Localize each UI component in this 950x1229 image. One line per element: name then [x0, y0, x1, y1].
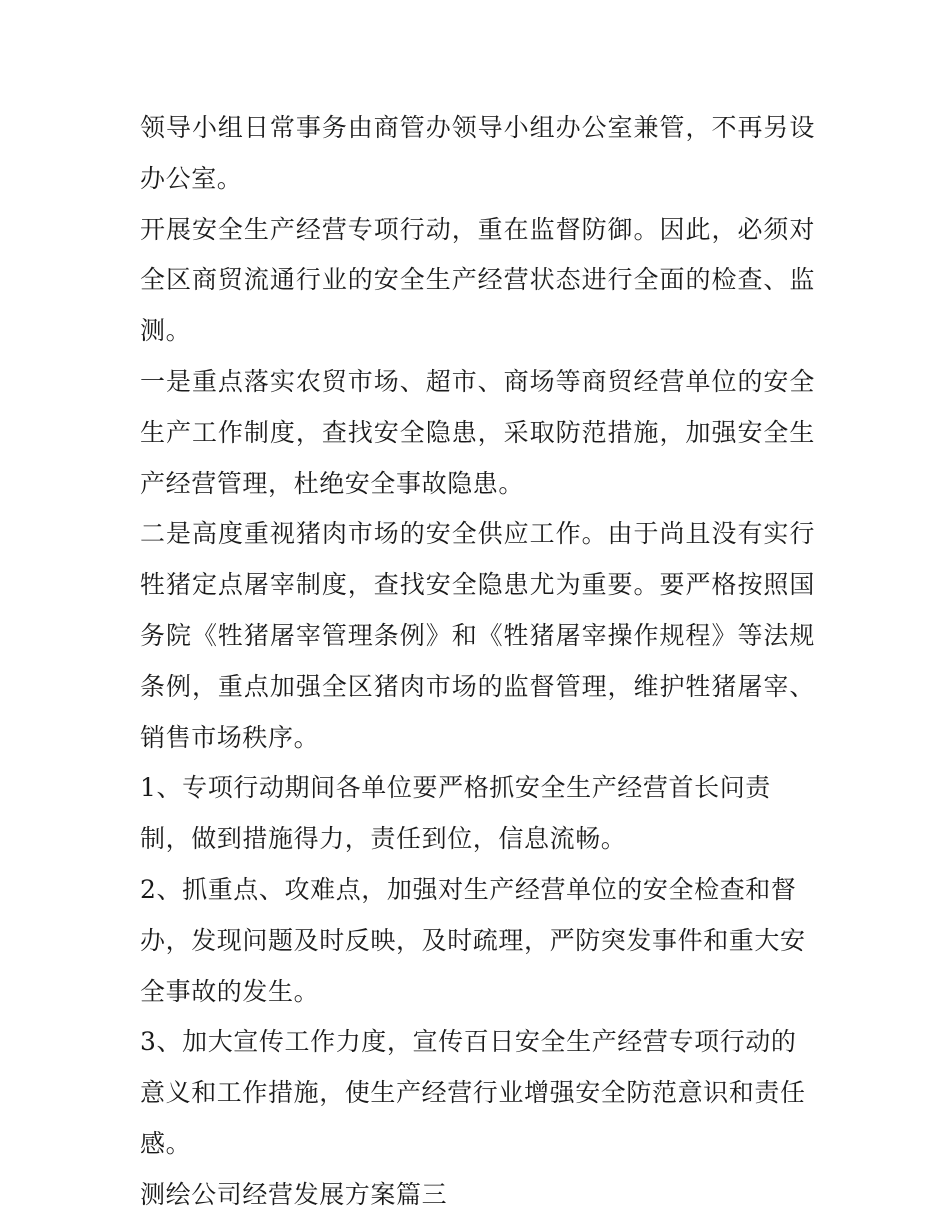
paragraph-office-management: 领导小组日常事务由商管办领导小组办公室兼管，不再另设办公室。	[140, 113, 815, 193]
paragraph-item-1: 1、专项行动期间各单位要严格抓安全生产经营首长问责制，做到措施得力，责任到位，信息流畅。	[140, 773, 771, 854]
paragraph-point-two: 二是高度重视猪肉市场的安全供应工作。由于尚且没有实行牲猪定点屠宰制度，查找安全隐患尤为重要。要严格按照国务院《牲猪屠宰管理条例》和《牲猪屠宰操作规程》等法规条例，重点加强全区猪肉市场的监督管理，维护牲猪屠宰、销售市场秩序。	[140, 519, 815, 752]
paragraph-point-one: 一是重点落实农贸市场、超市、商场等商贸经营单位的安全生产工作制度，查找安全隐患，采取防范措施，加强安全生产经营管理，杜绝安全事故隐患。	[140, 366, 815, 498]
document-body	[140, 103, 815, 1221]
section-heading: 测绘公司经营发展方案篇三	[140, 1179, 448, 1209]
paragraph-special-action: 开展安全生产经营专项行动，重在监督防御。因此，必须对全区商贸流通行业的安全生产经营状态进行全面的检查、监测。	[140, 214, 815, 346]
paragraph-item-2: 2、抓重点、攻难点，加强对生产经营单位的安全检查和督办，发现问题及时反映，及时疏理，严防突发事件和重大安全事故的发生。	[140, 874, 806, 1006]
paragraph-item-3: 3、加大宣传工作力度，宣传百日安全生产经营专项行动的意义和工作措施，使生产经营行业增强安全防范意识和责任感。	[140, 1027, 806, 1158]
